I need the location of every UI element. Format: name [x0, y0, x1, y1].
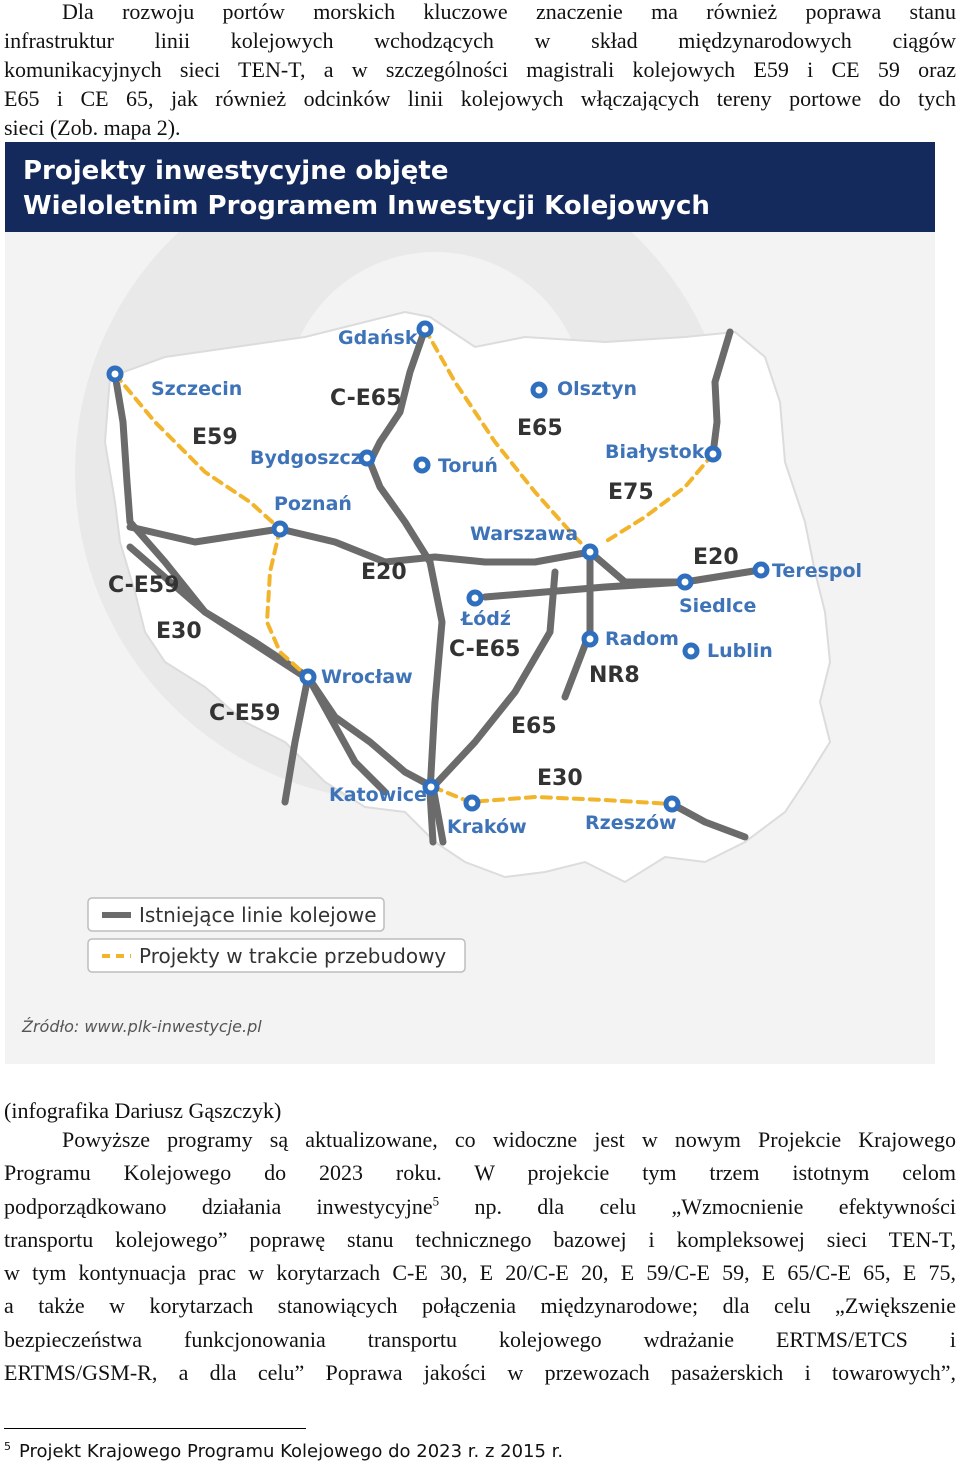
legend-projects-label: Projekty w trakcie przebudowy	[139, 944, 447, 968]
programs-line-7: bezpieczeństwa funkcjonowania transportu kolejowego wdrażanie ERTMS/ETCS i	[4, 1326, 956, 1352]
programs-line-4: transportu kolejowego” poprawę stanu technicznego bazowej i kompleksowej sieci TEN-T,	[4, 1226, 956, 1252]
label-ce59-south: C-E59	[209, 701, 281, 726]
programs-line-3	[4, 1190, 956, 1223]
footnote-number: 5	[4, 1440, 11, 1453]
label-terespol: Terespol	[772, 560, 863, 582]
label-rzeszow: Rzeszów	[585, 812, 677, 834]
label-poznan: Poznań	[274, 493, 352, 515]
title-line-2: Wieloletnim Programem Inwestycji Kolejowych	[23, 191, 710, 221]
marker-bydgoszcz	[361, 452, 373, 464]
programs-line-5: w tym kontynuacja prac w korytarzach C-E 30, E 20/C-E 20, E 59/C-E 59, E 65/C-E 65, E 75,	[4, 1260, 956, 1286]
infographic-caption: (infografika Dariusz Gąszczyk)	[4, 1098, 282, 1123]
map-legend	[88, 898, 465, 972]
label-bydgoszcz: Bydgoszcz	[250, 447, 362, 469]
marker-wroclaw	[302, 671, 314, 683]
label-krakow: Kraków	[447, 816, 527, 838]
label-warszawa: Warszawa	[470, 523, 579, 545]
intro-line-5: sieci (Zob. mapa 2).	[4, 115, 181, 140]
label-e65-south: E65	[511, 714, 557, 739]
programs-line-1: Powyższe programy są aktualizowane, co widoczne jest w nowym Projekcie Krajowego	[62, 1127, 956, 1152]
label-gdansk: Gdańsk	[338, 327, 418, 349]
programs-line-3-end: np. dla celu „Wzmocnienie efektywności	[439, 1193, 956, 1219]
railway-map-svg	[5, 142, 935, 1064]
footnote-text: Projekt Krajowego Programu Kolejowego do 2023 r. z 2015 r.	[19, 1441, 564, 1462]
label-wroclaw: Wrocław	[321, 666, 413, 688]
marker-terespol	[755, 564, 767, 576]
railway-map-infographic	[5, 142, 935, 1064]
label-lodz: Łódź	[461, 608, 511, 630]
intro-line-3: komunikacyjnych sieci TEN-T, a w szczególności magistrali kolejowych E59 i CE 59 oraz	[4, 57, 956, 82]
marker-radom	[584, 633, 596, 645]
programs-line-3-start: podporządkowano działania inwestycyjne	[4, 1193, 433, 1219]
marker-bialystok	[707, 448, 719, 460]
intro-line-4: E65 i CE 65, jak również odcinków linii kolejowych włączających tereny portowe do tych	[4, 86, 956, 111]
label-e30-west: E30	[156, 619, 202, 644]
marker-gdansk	[419, 323, 431, 335]
label-siedlce: Siedlce	[679, 595, 757, 617]
label-e20-west: E20	[361, 560, 407, 585]
label-e30-south: E30	[537, 766, 583, 791]
title-line-1: Projekty inwestycyjne objęte	[23, 156, 449, 186]
label-katowice: Katowice	[329, 784, 427, 806]
programs-line-2: Programu Kolejowego do 2023 roku. W projekcie tym trzem istotnym celom	[4, 1160, 956, 1186]
marker-poznan	[274, 523, 286, 535]
legend-existing-label: Istniejące linie kolejowe	[139, 903, 377, 927]
label-e75: E75	[608, 480, 654, 505]
footnote	[4, 1440, 563, 1464]
intro-line-1: Dla rozwoju portów morskich kluczowe znaczenie ma również poprawa stanu	[62, 0, 956, 24]
label-lublin: Lublin	[707, 640, 773, 662]
marker-olsztyn	[533, 384, 545, 396]
label-ce59-west: C-E59	[108, 573, 180, 598]
programs-line-6: a także w korytarzach stanowiących połączenia międzynarodowe; dla celu „Zwiększenie	[4, 1293, 956, 1319]
marker-warszawa	[584, 546, 596, 558]
label-ce65-north: C-E65	[330, 386, 402, 411]
marker-szczecin	[109, 368, 121, 380]
marker-rzeszow	[666, 798, 678, 810]
label-torun: Toruń	[438, 455, 498, 477]
intro-paragraph	[4, 0, 956, 142]
programs-line-8: ERTMS/GSM-R, a dla celu” Poprawa jakości w przewozach pasażerskich i towarowych”,	[4, 1360, 956, 1386]
label-e65-north: E65	[517, 416, 563, 441]
label-bialystok: Białystok	[605, 441, 705, 463]
label-nr8: NR8	[589, 663, 640, 688]
label-olsztyn: Olsztyn	[557, 378, 638, 400]
marker-lublin	[685, 645, 697, 657]
footnote-reference[interactable]: 5	[432, 1193, 440, 1209]
marker-krakow	[466, 797, 478, 809]
label-szczecin: Szczecin	[151, 378, 243, 400]
label-e59: E59	[192, 425, 238, 450]
marker-torun	[416, 459, 428, 471]
intro-line-2: infrastruktur linii kolejowych wchodzących w skład międzynarodowych ciągów	[4, 28, 956, 53]
label-ce65-mid: C-E65	[449, 637, 521, 662]
label-e20-east: E20	[693, 545, 739, 570]
programs-paragraph	[4, 1123, 956, 1389]
footnote-separator	[4, 1428, 306, 1429]
marker-lodz	[469, 592, 481, 604]
map-source: Źródło: www.plk-inwestycje.pl	[22, 1017, 262, 1036]
label-radom: Radom	[605, 628, 679, 650]
marker-siedlce	[679, 576, 691, 588]
